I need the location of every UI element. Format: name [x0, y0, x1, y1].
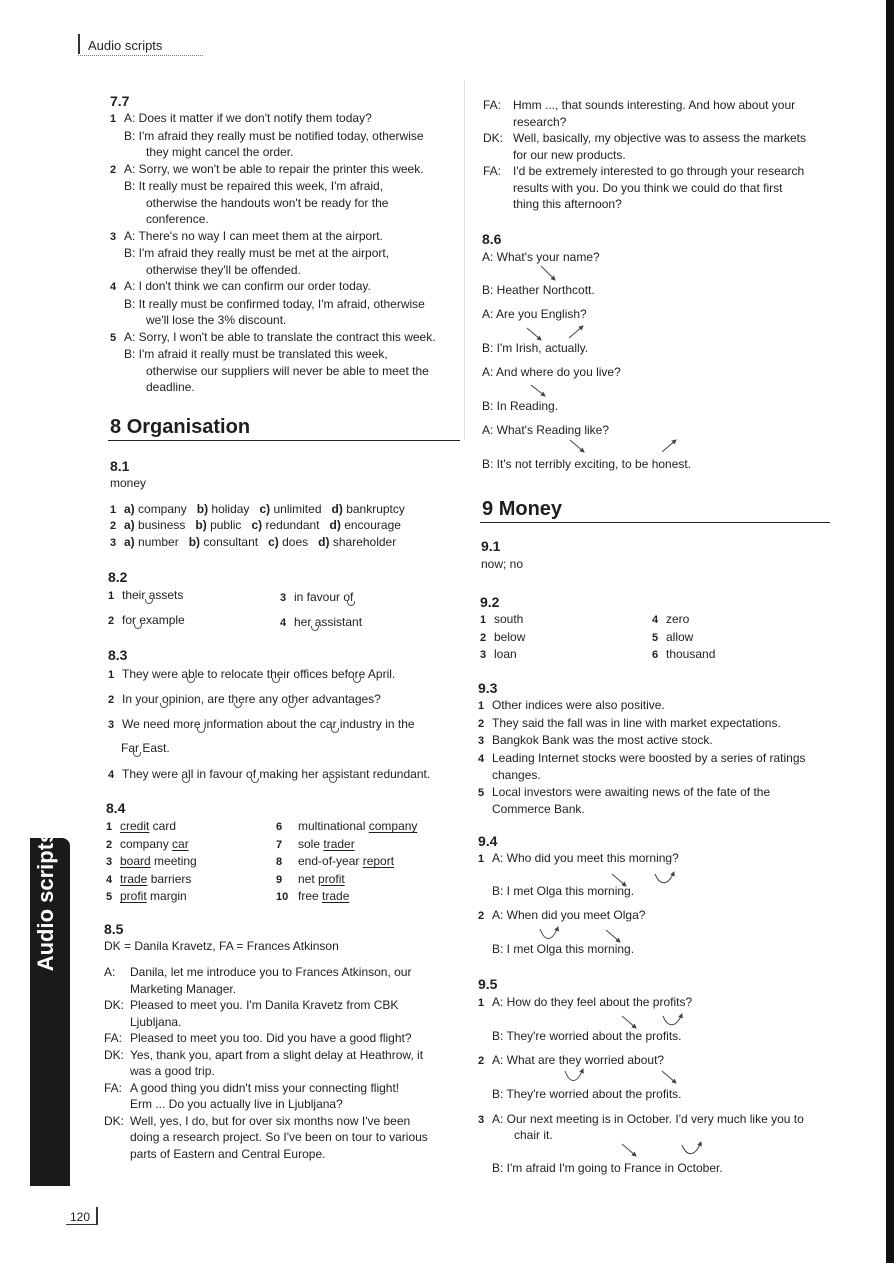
section-label-8-1: 8.1	[110, 458, 130, 474]
section-9-1-text: now; no	[481, 557, 524, 571]
section-8-1-row: 2 a) business b) public c) redundant d) encourage	[110, 518, 401, 532]
section-label-9-4: 9.4	[478, 833, 498, 849]
item-number: 3	[110, 230, 117, 243]
page-header: Audio scripts	[88, 38, 163, 53]
list-item: 5 allow	[652, 629, 694, 644]
falling-intonation-icon	[531, 385, 545, 396]
section-8-5-dialogue: A: Danila, let me introduce you to Frances Atkinson, our Marketing Manager. DK: Pleased to meet you. I'm Danila Kravetz from CBK Ljubljana. FA: Pleased to meet you too. Did you have a good flight? DK: Yes, thank you, apart from a slight delay at Heathrow, it was a good trip. FA: A good thing you didn't miss your connecting flight! Erm ... Do you actually live in Ljubljana? DK: Well, yes, I do, but for over six months now I've been doing a research project. So I've been on tour to various parts of Eastern and Central Europe.	[104, 965, 428, 1161]
rising-intonation-icon	[569, 326, 583, 338]
dialogue-line: A: Sorry, I won't be able to translate the contract this week.	[124, 329, 436, 344]
dialogue-line: 1 A: How do they feel about the profits?	[478, 995, 693, 1009]
item-number: 2	[110, 163, 117, 176]
sentence: 3 We need more information about the car industry in the	[108, 717, 415, 731]
dialogue-line: B: I met Olga this morning.	[492, 884, 635, 898]
item-number: 4	[110, 281, 117, 293]
falling-intonation-icon	[527, 328, 541, 340]
list-item: 6 thousand	[652, 647, 716, 661]
section-label-8-6: 8.6	[482, 231, 502, 247]
section-label-9-2: 9.2	[480, 594, 500, 610]
list-item: 6 multinational company	[276, 819, 418, 833]
list-item: 8 end-of-year report	[276, 854, 395, 868]
dialogue-line: A: What's Reading like?	[482, 423, 610, 437]
dialogue-line: B: It's not terribly exciting, to be honest.	[482, 457, 692, 471]
unit-9-rule	[480, 522, 830, 523]
page-number: 120	[70, 1210, 91, 1224]
dialogue-line: otherwise our suppliers will never be able to meet the	[146, 363, 429, 378]
section-9-2-right	[652, 611, 715, 664]
section-label-9-1: 9.1	[481, 538, 501, 554]
section-9-2-left	[480, 611, 525, 664]
list-item: 5 profit margin	[106, 889, 187, 903]
list-item: 7 sole trader	[276, 836, 355, 851]
dialogue-line: B: It really must be confirmed today, I'm afraid, otherwise	[124, 296, 425, 311]
list-item: 10 free trade	[276, 889, 350, 903]
section-label-8-4: 8.4	[106, 800, 126, 816]
rising-intonation-icon	[662, 440, 676, 452]
dialogue-line: A: I don't think we can confirm our order today.	[124, 279, 371, 293]
section-label-8-2: 8.2	[108, 569, 128, 585]
dialogue-line: A: Sorry, we won't be able to repair the printer this week.	[124, 161, 424, 176]
dialogue-line: otherwise they'll be offended.	[146, 262, 301, 277]
falling-intonation-icon	[622, 1144, 636, 1156]
list-item: 2 below	[480, 629, 526, 644]
section-label-8-5: 8.5	[104, 921, 124, 937]
dialogue-line: otherwise the handouts won't be ready for the	[146, 195, 389, 210]
item-number: 1	[110, 113, 117, 125]
sentence-continued: Far East.	[121, 741, 170, 755]
dialogue-line: B: It really must be repaired this week, I'm afraid,	[124, 179, 384, 193]
dialogue-line: B: I'm afraid I'm going to France in October.	[492, 1161, 723, 1175]
list-item: 1 credit card	[106, 819, 177, 833]
section-8-1-row: 3 a) number b) consultant c) does d) shareholder	[110, 535, 397, 549]
fall-rise-intonation-icon	[540, 927, 558, 939]
fall-rise-intonation-icon	[663, 1014, 682, 1025]
unit-9-heading: 9 Money	[482, 498, 563, 520]
dialogue-line: B: I'm Irish, actually.	[482, 341, 589, 355]
section-8-5-intro: DK = Danila Kravetz, FA = Frances Atkinson	[104, 939, 339, 953]
list-item: 4 zero	[652, 612, 690, 626]
dialogue-line: A: Does it matter if we don't notify them today?	[124, 111, 372, 125]
fall-rise-intonation-icon	[565, 1069, 583, 1081]
dialogue-line: B: I met Olga this morning.	[492, 942, 635, 956]
sentence: 2 In your opinion, are there any other advantages?	[108, 692, 381, 706]
list-item: 2 company car	[106, 836, 189, 851]
section-label-8-3: 8.3	[108, 647, 128, 663]
section-8-1-row: 1 a) company b) holiday c) unlimited d) bankruptcy	[110, 502, 405, 516]
dialogue-line: 2 A: When did you meet Olga?	[478, 908, 646, 922]
dialogue-line: 1 A: Who did you meet this morning?	[478, 851, 679, 865]
sentence: 1 They were able to relocate their offices before April.	[108, 667, 396, 681]
sentence: 4 They were all in favour of making her assistant redundant.	[108, 767, 431, 781]
section-9-3-text: 1 Other indices were also positive. 2 They said the fall was in line with market expectations. 3 Bangkok Bank was the most active stock. 4 Leading Internet stocks were boosted by a series of ratings changes. 5 Local investors were awaiting news of the fate of the Commerce Bank.	[478, 698, 806, 816]
dialogue-line: 3 A: Our next meeting is in October. I'd very much like you to	[478, 1112, 804, 1126]
dialogue-line: 2 A: What are they worried about?	[478, 1053, 665, 1067]
list-item: 9 net profit	[276, 871, 345, 886]
dialogue-line: they might cancel the order.	[146, 145, 294, 159]
list-item: 2 for example	[108, 613, 185, 627]
list-item: 4 trade barriers	[106, 871, 192, 886]
fall-rise-intonation-icon	[655, 872, 674, 883]
list-item: 1 their assets	[108, 588, 184, 602]
section-label-7-7: 7.7	[110, 93, 130, 109]
side-tab-label: Audio scripts	[33, 830, 58, 972]
dialogue-line: deadline.	[146, 380, 195, 394]
dialogue-line: B: They're worried about the profits.	[492, 1087, 682, 1101]
section-8-5-continued: FA: Hmm ..., that sounds interesting. And how about your research? DK: Well, basically, my objective was to assess the markets for our new products. FA: I'd be extremely interested to go through your research results with you. Do you think we could do that first thing this afternoon?	[483, 98, 806, 211]
section-label-9-5: 9.5	[478, 976, 498, 992]
dialogue-line: B: I'm afraid they really must be notified today, otherwise	[124, 128, 424, 143]
falling-intonation-icon	[622, 1016, 636, 1028]
dialogue-line: B: I'm afraid it really must be translated this week,	[124, 347, 388, 361]
section-8-1-intro: money	[110, 476, 147, 490]
list-item: 3 board meeting	[106, 854, 197, 868]
list-item: 1 south	[480, 612, 524, 626]
list-item: 3 loan	[480, 647, 517, 661]
falling-intonation-icon	[541, 266, 555, 280]
dialogue-line: B: In Reading.	[482, 399, 559, 413]
dialogue-line: A: There's no way I can meet them at the airport.	[124, 228, 383, 243]
section-label-9-3: 9.3	[478, 680, 498, 696]
dialogue-line: A: What's your name?	[482, 250, 600, 264]
fall-rise-intonation-icon	[682, 1142, 701, 1154]
falling-intonation-icon	[662, 1071, 676, 1083]
dialogue-line: A: Are you English?	[482, 307, 587, 321]
dialogue-line: chair it.	[514, 1128, 553, 1142]
dialogue-line: we'll lose the 3% discount.	[146, 313, 287, 327]
item-number: 5	[110, 331, 117, 344]
unit-8-heading: 8 Organisation	[110, 416, 251, 438]
dialogue-line: B: They're worried about the profits.	[492, 1029, 682, 1043]
dialogue-line: B: Heather Northcott.	[482, 283, 595, 297]
dialogue-line: conference.	[146, 212, 209, 226]
list-item: 4 her assistant	[280, 615, 363, 629]
dialogue-line: A: And where do you live?	[482, 365, 621, 379]
dialogue-line: B: I'm afraid they really must be met at the airport,	[124, 246, 390, 260]
list-item: 3 in favour of	[280, 590, 354, 604]
falling-intonation-icon	[570, 440, 584, 452]
